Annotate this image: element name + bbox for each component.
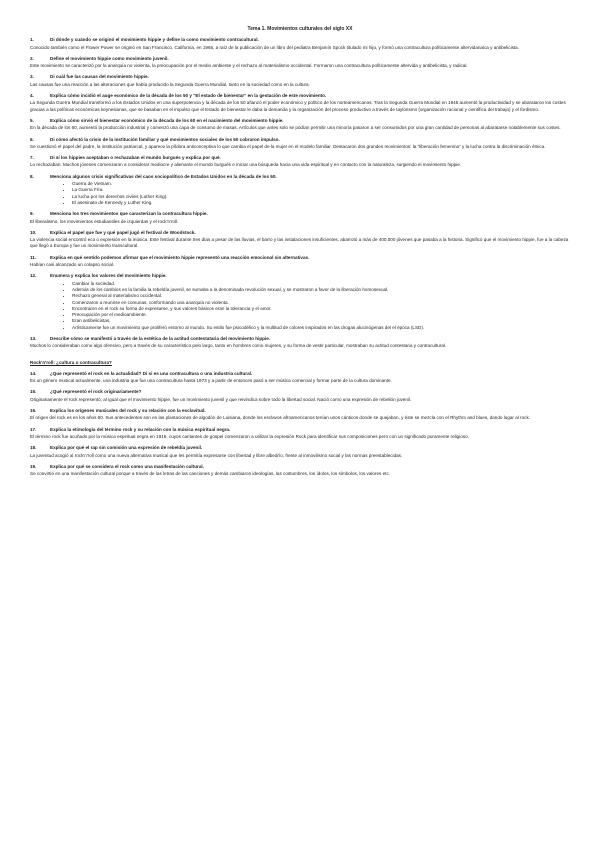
answer-list <box>30 181 570 206</box>
question <box>30 427 570 433</box>
answer-text: Conocido también como el Flower Power se originó en San Francisco, California, en 1965, a raíz de la publicación de un libro del pediatra Benjamín Spock titulado mi hijo, y formó una contracultura políticamente altervidanaica y antibelicista. <box>30 44 519 50</box>
question-block <box>30 371 570 385</box>
questions-part-2 <box>30 371 570 478</box>
question-number: 15. <box>30 389 37 395</box>
question-number: 2. <box>30 55 34 61</box>
question-block <box>30 464 570 478</box>
question-block <box>30 37 570 51</box>
list-item: • Cambiar la sociedad. <box>72 281 570 287</box>
question-text: Explica la etimología del término rock y su relación con la música espiritual negra. <box>50 426 231 432</box>
list-item: • Artísticamente fue un movimiento que proliferó entorno al mundo. Su estilo fue psicodélico y la multitud de colores inspirados en las drogas alucinógenas del el época (LSD). <box>72 325 570 331</box>
question-number: 11. <box>30 254 37 260</box>
list-item: • La lucha por los derechos civiles (Luther King). <box>72 194 570 200</box>
list-item: • Comenzaron a reunirse en comunas, conformando una anarquía no violenta. <box>72 300 570 306</box>
answer-text: Las causas fue una reacción a las alteraciones que había producido la Segunda Guerra Mundial, tanto en la sociedad como en la cultura. <box>30 81 310 87</box>
document-page <box>30 26 570 477</box>
question-block <box>30 255 570 269</box>
question-text: Define el movimiento hippie como movimiento juvenil. <box>50 55 169 61</box>
list-item: • Guerra de Vietnam. <box>72 181 570 187</box>
question <box>30 211 570 217</box>
answer-text: La juventud acogió al rock'n'roll como una nueva alternativa musical que les permitía expresarse con libertad y libre albedrío, frente al inmovilismo social y las normas preestablecidas. <box>30 452 403 458</box>
question <box>30 155 570 161</box>
question <box>30 74 570 80</box>
question-block <box>30 155 570 169</box>
list-item: • Encontraron en el rock su forma de expresarse, y sus valores básicos eran la tolerancia y el amor. <box>72 306 570 312</box>
list-item: • Preocupación por el medioambiente. <box>72 312 570 318</box>
question-text: Explica los orígenes musicales del rock y su relación con la esclavitud. <box>50 408 206 414</box>
question-number: 7. <box>30 155 34 161</box>
answer-list <box>30 281 570 331</box>
question-block <box>30 273 570 331</box>
question <box>30 255 570 261</box>
question-text: Menciona los tres movimientos que caracterizan la contracultura hippie. <box>50 211 208 217</box>
question-number: 10. <box>30 229 37 235</box>
question-block <box>30 118 570 132</box>
question <box>30 389 570 395</box>
question-block <box>30 137 570 151</box>
answer-text: En la década de los 60, aumentó la producción industrial y comenzó una capa de consumo de masas. Artículos que antes solo se podían permitir una minoría pasaron a ser consumidos por una gran cantidad de personas al abaratarse notablemente sus costes. <box>30 125 561 131</box>
question <box>30 371 570 377</box>
question-block <box>30 93 570 113</box>
question-number: 13. <box>30 335 37 341</box>
questions-part-1 <box>30 37 570 349</box>
answer-text: Lo rechazaban. Muchos jóvenes comenzaron a considerar mediocre y alienante el mundo burgués e iniciar una búsqueda hacia una vida espiritual y en contacto con la naturaleza, surgiendo el movimiento hippie. <box>30 162 462 168</box>
section-heading: Rock'n'roll: ¿cultura o contracultura? <box>30 359 112 365</box>
question-text: Di si los hippies aceptaban o rechazaban el mundo burgués y explica por qué. <box>50 155 221 161</box>
answer-text: Habían casi alcanzado un colapso social. <box>30 262 115 268</box>
question <box>30 464 570 470</box>
question <box>30 137 570 143</box>
question-text: Explica por qué se considera el rock como una manifestación cultural. <box>50 463 204 469</box>
question-block <box>30 211 570 225</box>
question <box>30 408 570 414</box>
question <box>30 56 570 62</box>
question-block <box>30 427 570 441</box>
answer-text: La violencia social encontró eco o expresión en la música. Este festival durante tres días a pesar de las lluvias, el barro y las instalaciones insuficientes, abarrotó a más de 400.000 jóvenes que pasaba a la historia. Significó que el movimiento hippie, fue a la cabeza que llegó a Europa y fue un movimiento transcultural. <box>30 237 569 249</box>
question-number: 17. <box>30 426 37 432</box>
answer-text: El origen del rock es en los años 60. Sus antecedentes son en las plantaciones de algodón de Luisiana, donde los esclavos afroamericanos tenían unos cánticos donde se quejaban, y éste se mezcla con el Rhythm and blues, dando lugar al rock. <box>30 415 531 421</box>
question <box>30 230 570 236</box>
question <box>30 93 570 99</box>
question <box>30 273 570 279</box>
question-number: 5. <box>30 117 34 123</box>
question <box>30 174 570 180</box>
question-text: Explica el papel que fue y qué papel jugó el festival de Woodstock. <box>50 229 196 235</box>
answer-text: Se convirtió en una manifestación cultural porque a través de las letras de las canciones y demás cambiaron ideologías, las costumbres, los ídolos, los símbolos, los valores etc. <box>30 471 391 477</box>
answer-text: El término rock fue acuñado por la música espiritual negra en 1916, cuyos cantantes de gospel comenzaron a utilizar la expresión Rock para identificar sus composiciones pero con un significado puramente religioso. <box>30 433 469 439</box>
question-text: Explica en qué sentido podemos afirmar que el movimiento hippie representó una reacción emocional sin alternativas. <box>50 254 310 260</box>
answer-text: Este movimiento se caracterizó por la anarquía no violenta, la preocupación por el medio ambiente y el rechazo al materialismo occidental. Formaron una contracultura políticamente altervida y antibelicista, y radical. <box>30 63 468 69</box>
question <box>30 336 570 342</box>
question-number: 14. <box>30 370 37 376</box>
answer-text: Originariamente el rock representó, al igual que el movimiento hippie, fue un movimiento juvenil y que reivindica sobre todo la libertad social. Nació como una expresión de rebelión juvenil. <box>30 396 412 402</box>
list-item: • Además de los cambios en la familia la rebeldía juvenil, se sumaba a la denominada revolución sexual, y se mostraron a favor de la liberación homosexual. <box>72 287 570 293</box>
question <box>30 37 570 43</box>
answer-text: El liberalismo, los movimientos estudiantiles de izquierdas y el rock'n'roll. <box>30 218 179 224</box>
question-block <box>30 74 570 88</box>
list-item: • Eran antibelicistas. <box>72 318 570 324</box>
question-text: ¿Qué representó el rock originariamente? <box>50 389 142 395</box>
question-block <box>30 56 570 70</box>
question-block <box>30 174 570 206</box>
question-number: 4. <box>30 93 34 99</box>
question-block <box>30 389 570 403</box>
question-number: 19. <box>30 463 37 469</box>
question <box>30 445 570 451</box>
question-number: 18. <box>30 445 37 451</box>
list-item: • La Guerra Fría. <box>72 187 570 193</box>
question-text: Explica por qué el rap sin comisión una expresión de rebeldía juvenil. <box>50 445 203 451</box>
question <box>30 118 570 124</box>
list-item: • Rechazo general al materialismo occidental. <box>72 293 570 299</box>
question-number: 8. <box>30 173 34 179</box>
question-block <box>30 445 570 459</box>
question-text: Di cómo afectó la crisis de la institución familiar y qué movimientos sociales de los 60 cobraron impulso. <box>50 136 280 142</box>
question-block <box>30 336 570 350</box>
answer-text: Muchos lo consideraban como algo ofensivo, pero a través de su característico pelo largo, tanto en hombres como mujeres, y su forma de vestir particular, mostraban su actitud contestaria y contracultural. <box>30 343 447 349</box>
question-text: Enumera y explica los valores del movimiento hippie. <box>50 273 167 279</box>
question-text: Di dónde y cuándo se originó el movimiento hippie y define la como movimiento contracultural. <box>50 37 259 43</box>
list-item: • El asesinato de Kennedy y Luther King. <box>72 200 570 206</box>
question-block <box>30 408 570 422</box>
document-title: Tema 1. Movimientos culturales del siglo XX <box>247 26 353 32</box>
answer-text: Es un género musical actualmente, una industria que fue una contracultura hasta 1973 y a partir de entonces pasó a ser música comercial y formar parte de la cultura dominante. <box>30 378 392 384</box>
question-number: 16. <box>30 408 37 414</box>
question-text: ¿Que representó el rock en la actualidad? Di si es una contracultura o una industria cultural. <box>50 370 253 376</box>
question-number: 6. <box>30 136 34 142</box>
question-block <box>30 230 570 250</box>
question-text: Menciona algunos crisis significativas del caos sociopolítico de Estados Unidos en la década de los 60. <box>50 173 277 179</box>
answer-text: Se cuestionó el papel del padre, la institución patriarcal, y aparece la píldora anticonceptiva lo que cambia el papel de la mujer en el modelo familiar. Destacaron dos grandes movimientos: la "liberación femenina" y la lucha contra la discriminación étnica. <box>30 143 546 149</box>
question-text: Di cuál fue las causas del movimiento hippie. <box>50 74 149 80</box>
answer-text: La Segunda Guerra Mundial transformó a los Estados Unidos en una superpotencia y la década de los 50 afianzó el poder económico y político de los norteamericanos. Tras la Segunda Guerra Mundial en 1945 aumentó la productividad y se abarataron los costes gracias a las políticas económicas keynesianas, que se basaban en el impulso que el Estado de bienestar le daba la demanda y la organización del proceso productivo a través de taylorismo (organización racional y científica del trabajo) y el fordismo. <box>30 100 566 112</box>
question-text: Explica cómo sirvió el bienestar económico de la década de los 60 en el nacimiento del movimiento hippie. <box>50 117 284 123</box>
question-number: 9. <box>30 211 34 217</box>
question-number: 1. <box>30 37 34 43</box>
question-number: 3. <box>30 74 34 80</box>
question-text: Describe cómo se manifestó a través de la estética de la actitud contestataria del movimiento hippie. <box>50 335 271 341</box>
question-number: 12. <box>30 273 37 279</box>
question-text: Explica cómo incidió el auge económico de la década de los 50 y "El estado de bienestar" en la gestación de este movimiento. <box>50 93 327 99</box>
